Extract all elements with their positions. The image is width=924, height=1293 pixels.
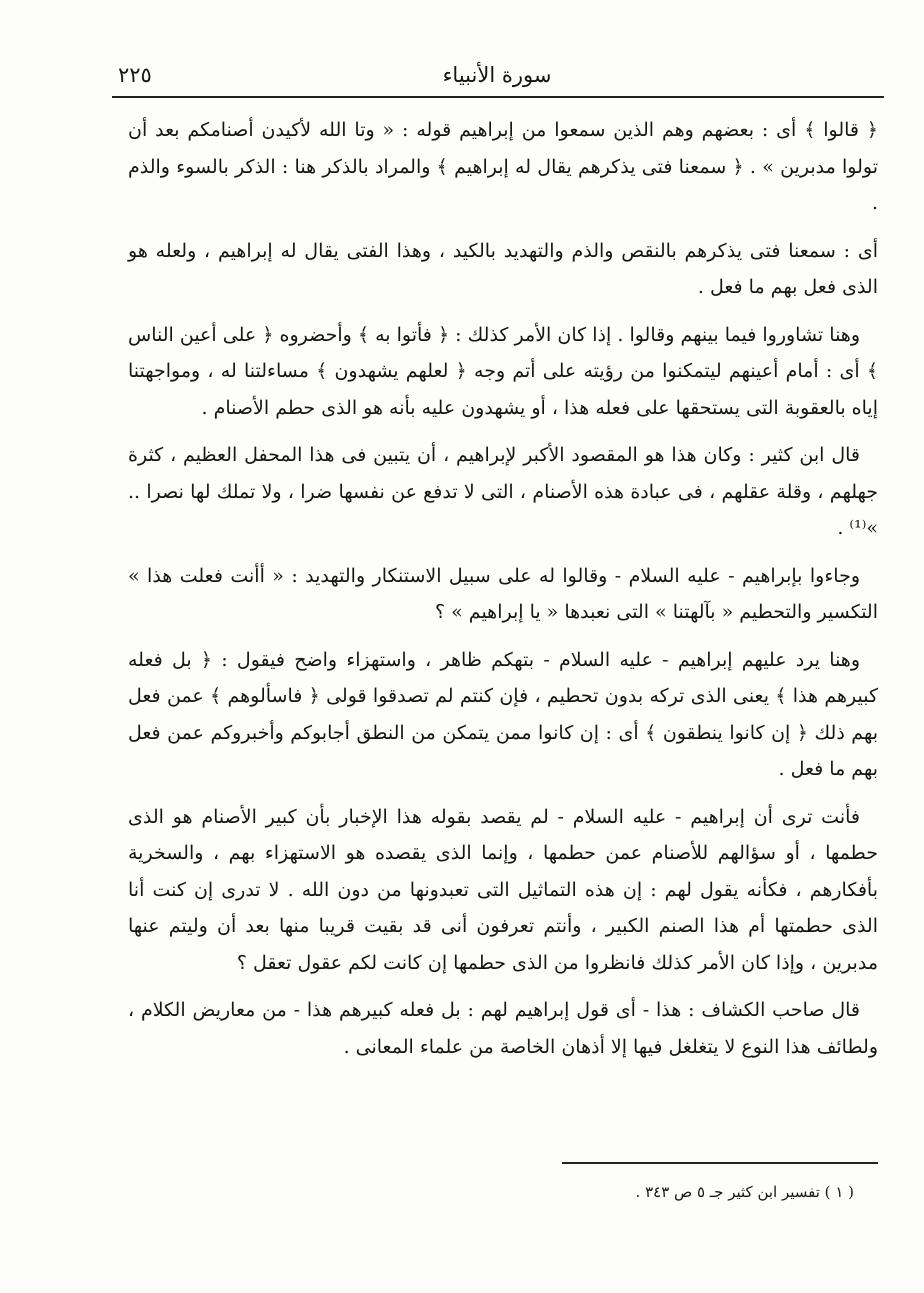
- paragraph: وهنا تشاوروا فيما بينهم وقالوا . إذا كان الأمر كذلك : ﴿ فأتوا به ﴾ وأحضروه ﴿ على أعين الناس ﴾ أى : أمام أعينهم ليتمكنوا من رؤيته على أتم وجه ﴿ لعلهم يشهدون ﴾ مساءلتنا له ، ومواجهتنا إياه بالعقوبة التى يستحقها على فعله هذا ، أو يشهدون عليه بأنه هو الذى حطم الأصنام .: [128, 323, 878, 419]
- footnote: ( ١ ) تفسير ابن كثير جـ ٥ ص ٣٤٣ .: [635, 1183, 854, 1201]
- paragraph: ﴿ قالوا ﴾ أى : بعضهم وهم الذين سمعوا من إبراهيم قوله : « وتا الله لأكيدن أصنامكم بعد أن تولوا مدبرين » . ﴿ سمعنا فتى يذكرهم يقال له إبراهيم ﴾ والمراد بالذكر هنا : الذكر بالسوء والذم .: [128, 119, 878, 214]
- surah-title: سورة الأنبياء: [442, 63, 552, 87]
- footnote-divider: [562, 1162, 878, 1164]
- paragraph: قال ابن كثير : وكان هذا هو المقصود الأكبر لإبراهيم ، أن يتبين فى هذا المحفل العظيم ، كثرة جهلهم ، وقلة عقلهم ، فى عبادة هذه الأصنام ، التى لا تدفع عن نفسها ضرا ، ولا تملك لها نصرا .. »⁽¹⁾ .: [128, 444, 878, 539]
- page-header: [112, 60, 882, 94]
- paragraph: قال صاحب الكشاف : هذا - أى قول إبراهيم لهم : بل فعله كبيرهم هذا - من معاريض الكلام ، ولطائف هذا النوع لا يتغلغل فيها إلا أذهان الخاصة من علماء المعانى .: [128, 999, 878, 1058]
- paragraph: أى : سمعنا فتى يذكرهم بالنقص والذم والتهديد بالكيد ، وهذا الفتى يقال له إبراهيم ، ولعله هو الذى فعل بهم ما فعل .: [128, 239, 878, 298]
- paragraph: وهنا يرد عليهم إبراهيم - عليه السلام - بتهكم ظاهر ، واستهزاء واضح فيقول : ﴿ بل فعله كبيرهم هذا ﴾ يعنى الذى تركه بدون تحطيم ، فإن كنتم لم تصدقوا قولى ﴿ فاسألوهم ﴾ عمن فعل بهم ذلك ﴿ إن كانوا ينطقون ﴾ أى : إن كانوا ممن يتمكن من النطق أجابوكم وأخبروكم عمن فعل بهم ما فعل .: [128, 648, 878, 780]
- paragraph: وجاءوا بإبراهيم - عليه السلام - وقالوا له على سبيل الاستنكار والتهديد : « أأنت فعلت هذا » التكسير والتحطيم « بآلهتنا » التى نعبدها « يا إبراهيم » ؟: [128, 564, 878, 623]
- page-body: [128, 112, 878, 1076]
- header-divider: [112, 96, 884, 98]
- page-number: ٢٢٥: [118, 63, 152, 87]
- paragraph: فأنت ترى أن إبراهيم - عليه السلام - لم يقصد بقوله هذا الإخبار بأن كبير الأصنام هو الذى حطمها ، أو سؤالهم للأصنام عمن حطمها ، وإنما الذى يقصده هو الاستهزاء بهم ، والسخرية بأفكارهم ، فكأنه يقول لهم : إن هذه التماثيل التى تعبدونها من دون الله . لا تدرى إن كنت أنا الذى حطمتها أم هذا الصنم الكبير ، وأنتم تعرفون أنى قد بقيت قريبا منها بعد أن وليتم عنها مدبرين ، وإذا كان الأمر كذلك فانظروا من الذى حطمها إن كانت لكم عقول تعقل ؟: [128, 805, 878, 974]
